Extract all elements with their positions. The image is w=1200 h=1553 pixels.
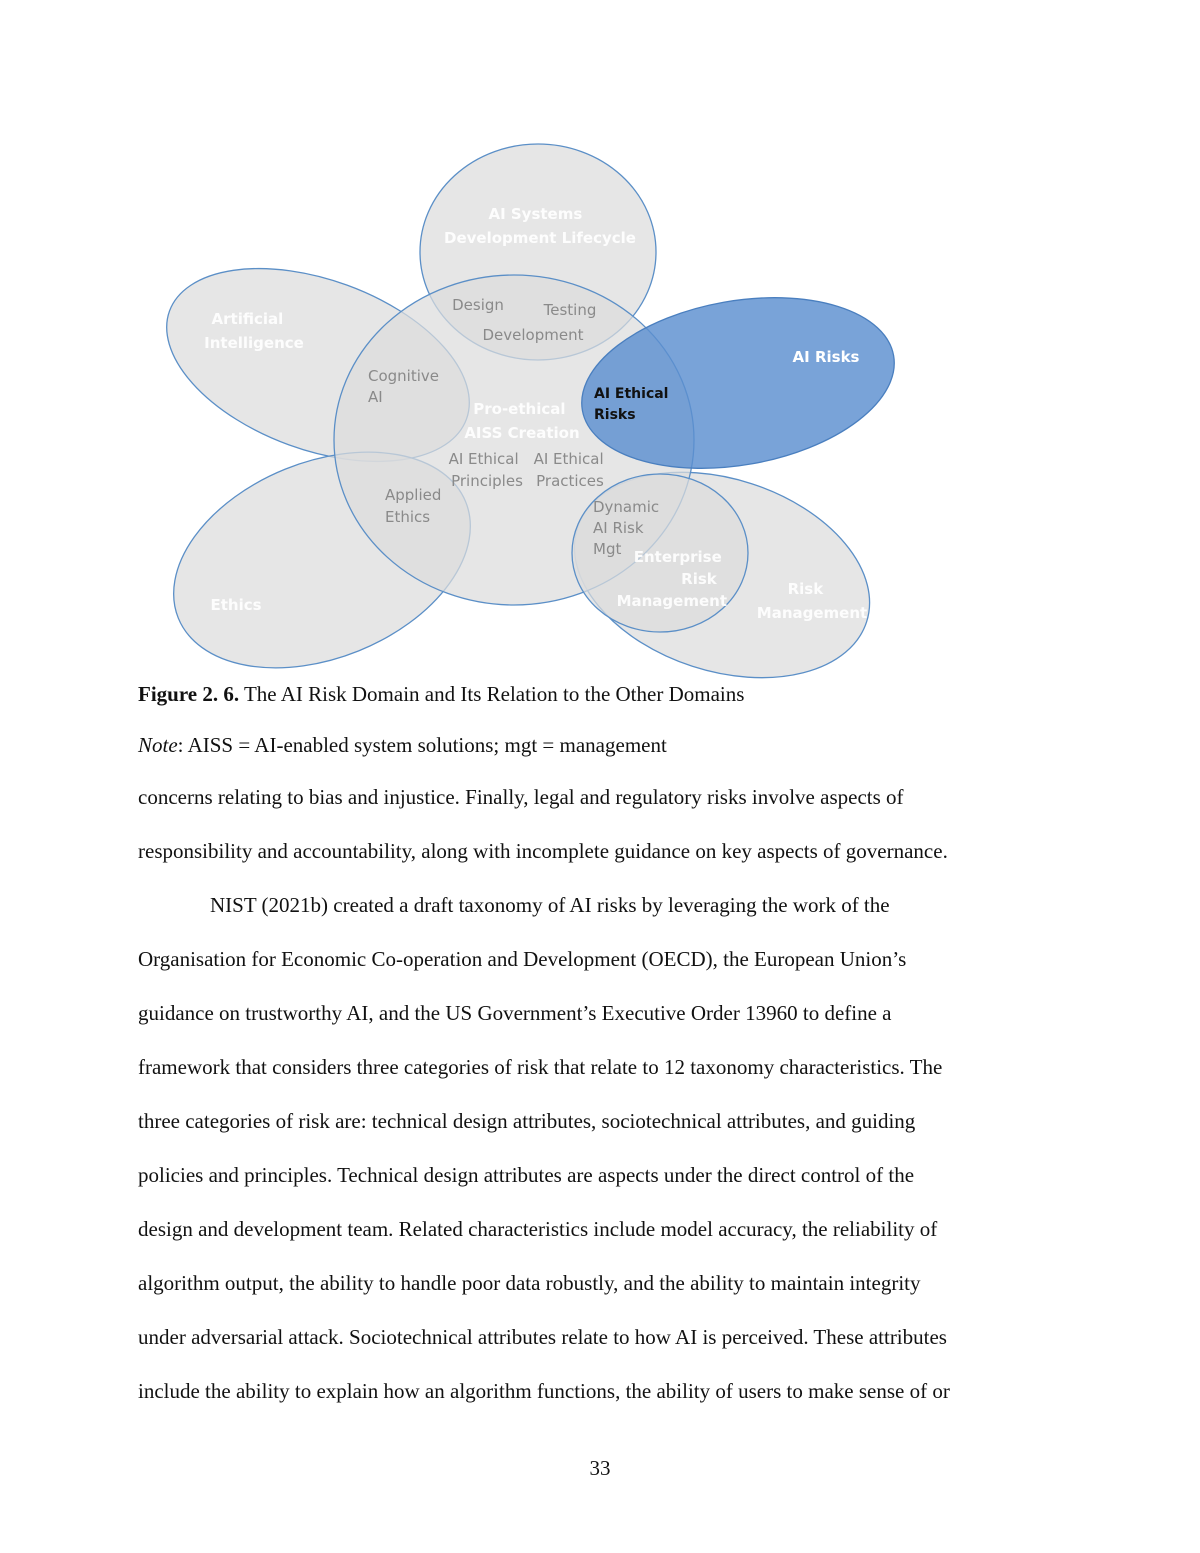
ai-ethical-principles-label: AI Ethical Principles — [448, 450, 523, 490]
paragraph-line: policies and principles. Technical design attributes are aspects under the direct control of the — [138, 1163, 915, 1187]
ai-risks-label: AI Risks — [792, 348, 860, 366]
pro-ethical-label: Pro-ethical AISS Creation — [464, 400, 580, 442]
ai-ethical-practices-label: AI Ethical Practices — [533, 450, 604, 490]
paragraph-line: Organisation for Economic Co-operation and Development (OECD), the European Union’s — [138, 947, 907, 971]
enterprise-risk-management-label: Enterprise Risk Management — [616, 548, 727, 610]
figure-note — [138, 731, 667, 759]
paragraph-line: three categories of risk are: technical design attributes, sociotechnical attributes, and guiding — [138, 1109, 916, 1133]
page-number: 33 — [589, 1456, 611, 1480]
paragraph-line: responsibility and accountability, along with incomplete guidance on key aspects of governance. — [138, 839, 948, 863]
figure-label: Figure 2. 6. — [138, 682, 240, 706]
cognitive-ai-label: Cognitive AI — [368, 367, 440, 406]
venn-diagram — [0, 0, 1200, 690]
risk-management-label: Risk Management — [756, 580, 868, 622]
applied-ethics-label: Applied Ethics — [385, 486, 442, 526]
paragraph-line: algorithm output, the ability to handle poor data robustly, and the ability to maintain integrity — [138, 1271, 921, 1295]
paragraph-line: include the ability to explain how an algorithm functions, the ability of users to make sense of or — [138, 1379, 950, 1403]
design-label: Design — [452, 296, 504, 314]
note-text: : AISS = AI-enabled system solutions; mgt = management — [177, 733, 667, 757]
paragraph-line: under adversarial attack. Sociotechnical attributes relate to how AI is perceived. These attributes — [138, 1325, 947, 1349]
figure-caption — [138, 680, 744, 708]
dynamic-ai-risk-mgt-label: Dynamic AI Risk Mgt — [593, 498, 660, 558]
testing-label: Testing — [543, 301, 597, 319]
ai-systems-label: AI Systems Development Lifecycle — [444, 205, 636, 247]
paragraph-line: framework that considers three categories of risk that relate to 12 taxonomy characteristics. The — [138, 1055, 943, 1079]
figure-title: The AI Risk Domain and Its Relation to the Other Domains — [239, 682, 745, 706]
note-label: Note — [138, 733, 178, 757]
paragraph-line: design and development team. Related characteristics include model accuracy, the reliability of — [138, 1217, 938, 1241]
ethics-label: Ethics — [210, 596, 262, 614]
paragraph-line: NIST (2021b) created a draft taxonomy of AI risks by leveraging the work of the — [210, 893, 890, 917]
artificial-intelligence-label: Artificial Intelligence — [204, 310, 304, 352]
development-label: Development — [482, 326, 584, 344]
paragraph-line: guidance on trustworthy AI, and the US Government’s Executive Order 13960 to define a — [138, 1001, 892, 1025]
paragraph-line: concerns relating to bias and injustice. Finally, legal and regulatory risks involve aspects of — [138, 785, 904, 809]
ai-ethical-risks-label: AI Ethical Risks — [594, 386, 669, 423]
